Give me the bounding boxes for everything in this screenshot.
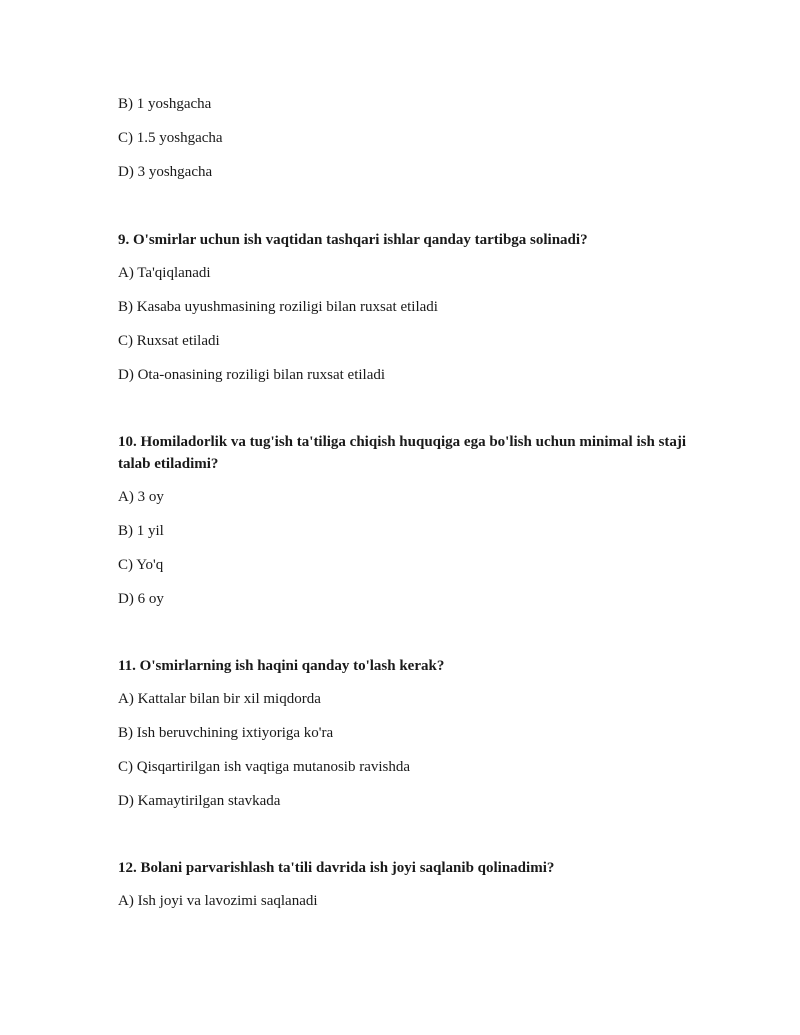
answer-option: C) Yo'q — [118, 557, 164, 573]
answer-option: A) Ta'qiqlanadi — [118, 265, 211, 281]
answer-option: D) Kamaytirilgan stavkada — [118, 793, 281, 809]
answer-option: B) Ish beruvchining ixtiyoriga ko'ra — [118, 725, 334, 741]
answer-option: C) 1.5 yoshgacha — [118, 130, 223, 146]
answer-option: A) Ish joyi va lavozimi saqlanadi — [118, 893, 318, 909]
answer-option: C) Ruxsat etiladi — [118, 333, 220, 349]
question-text: 12. Bolani parvarishlash ta'tili davrida ish joyi saqlanib qolinadimi? — [118, 860, 555, 876]
question-text: 9. O'smirlar uchun ish vaqtidan tashqari ishlar qanday tartibga solinadi? — [118, 232, 588, 248]
question-text: 11. O'smirlarning ish haqini qanday to'lash kerak? — [118, 658, 445, 674]
question-text: 10. Homiladorlik va tug'ish ta'tiliga chiqish huquqiga ega bo'lish uchun minimal ish staji talab etiladimi? — [118, 434, 687, 472]
answer-option: D) Ota-onasining roziligi bilan ruxsat etiladi — [118, 367, 386, 383]
answer-option: B) 1 yil — [118, 523, 164, 539]
answer-option: D) 3 yoshgacha — [118, 164, 213, 180]
answer-option: A) Kattalar bilan bir xil miqdorda — [118, 691, 321, 707]
answer-option: D) 6 oy — [118, 591, 164, 607]
answer-option: B) Kasaba uyushmasining roziligi bilan ruxsat etiladi — [118, 299, 438, 315]
answer-option: C) Qisqartirilgan ish vaqtiga mutanosib ravishda — [118, 759, 411, 775]
answer-option: A) 3 oy — [118, 489, 164, 505]
answer-option: B) 1 yoshgacha — [118, 96, 212, 112]
